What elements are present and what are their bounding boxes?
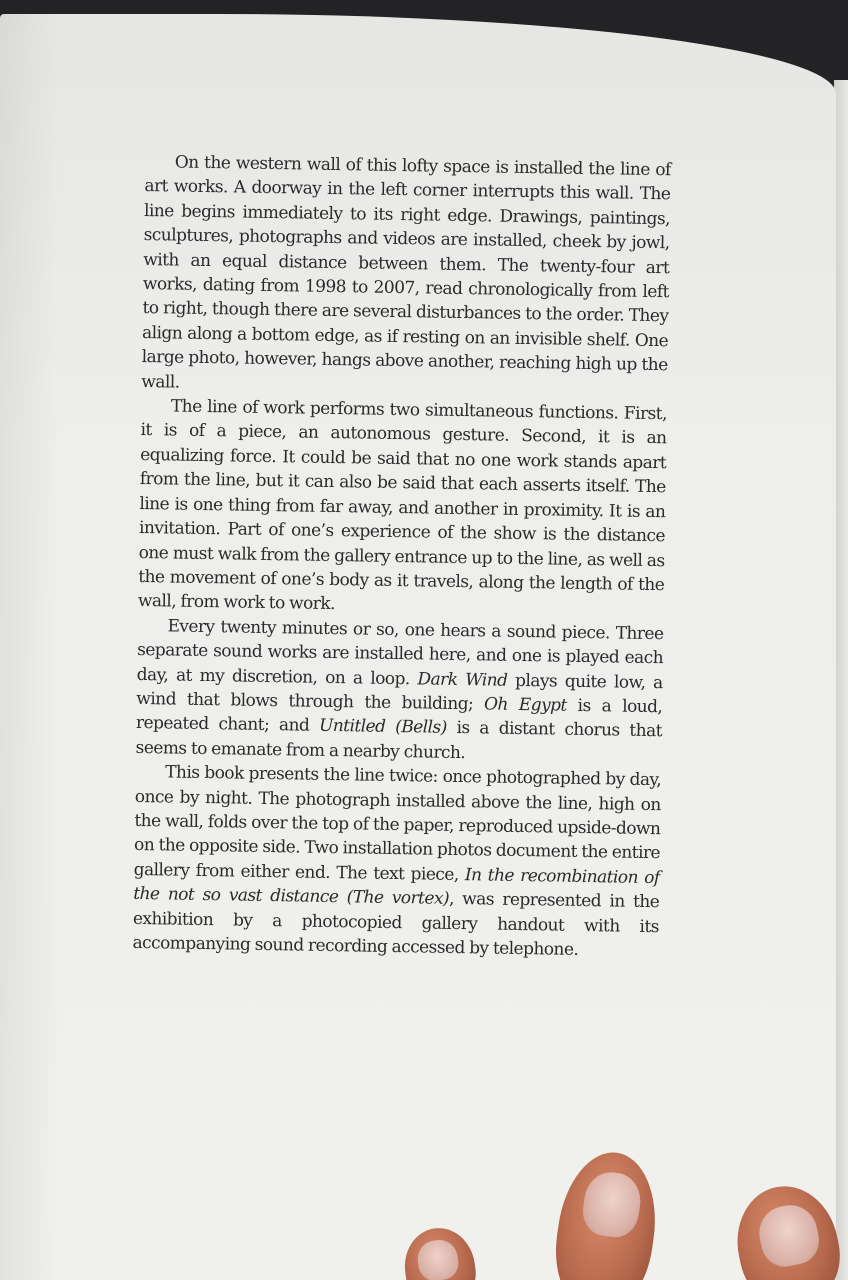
- paragraph: [135, 614, 663, 769]
- text-run: is a loud, repeated chant; and: [135, 695, 663, 737]
- work-title: In the recombination of the not so vast distance (The vortex): [133, 864, 660, 910]
- work-title: Oh Egypt: [483, 694, 567, 716]
- work-title: Untitled (Bells): [318, 716, 447, 739]
- text-run: Every twenty minutes or so, one hears a sound piece. Three separate sound works are installed here, and one is played each day, at my discretion, on a loop.: [136, 616, 664, 689]
- text-run: is a distant chorus that seems to emanate from a nearby church.: [135, 718, 663, 763]
- fingernail: [754, 1200, 823, 1271]
- text-run: This book presents the line twice: once photographed by day, once by night. The photograph installed above the line, high on the wall, folds over the top of the paper, reproduced upside-down on the opposite side. Two installation photos document the entire gallery from either end. The text piece,: [133, 762, 662, 885]
- paragraph: [132, 760, 661, 963]
- text-run: The line of work performs two simultaneous functions. First, it is of a piece, an autonomous gesture. Second, it is an equalizing force. It could be said that no one work stands apart from the line, but it can also be said that each asserts itself. The line is one thing from far away, and another in proximity. It is an invitation. Part of one’s experience of the show is the distance one must walk from the gallery entrance up to the line, as well as the movement of one’s body as it travels, along the length of the wall, from work to work.: [137, 396, 668, 615]
- page-gutter-shadow: [0, 14, 60, 1280]
- text-run: On the western wall of this lofty space is installed the line of art works. A doorway in the left corner interrupts this wall. The line begins immediately to its right edge. Drawings, paintings, sculptures, photographs and videos are installed, cheek by jowl, with an equal distance between them. The twenty-four art works, dating from 1998 to 2007, read chronologically from left to right, though there are several disturbances to the order. They align along a bottom edge, as if resting on an invisible shelf. One large photo, however, hangs above another, reaching high up the wall.: [141, 152, 671, 393]
- page-edge: [834, 80, 848, 1280]
- text-run: plays quite low, a wind that blows through the building;: [136, 670, 663, 715]
- fingernail: [415, 1238, 460, 1280]
- body-text: [132, 150, 671, 964]
- text-run: , was represented in the exhibition by a photocopied gallery handout with its accompanying sound recording accessed by telephone.: [132, 889, 660, 960]
- work-title: Dark Wind: [417, 668, 508, 691]
- paragraph: [141, 150, 671, 402]
- paragraph: [138, 394, 667, 622]
- fingernail: [580, 1169, 644, 1240]
